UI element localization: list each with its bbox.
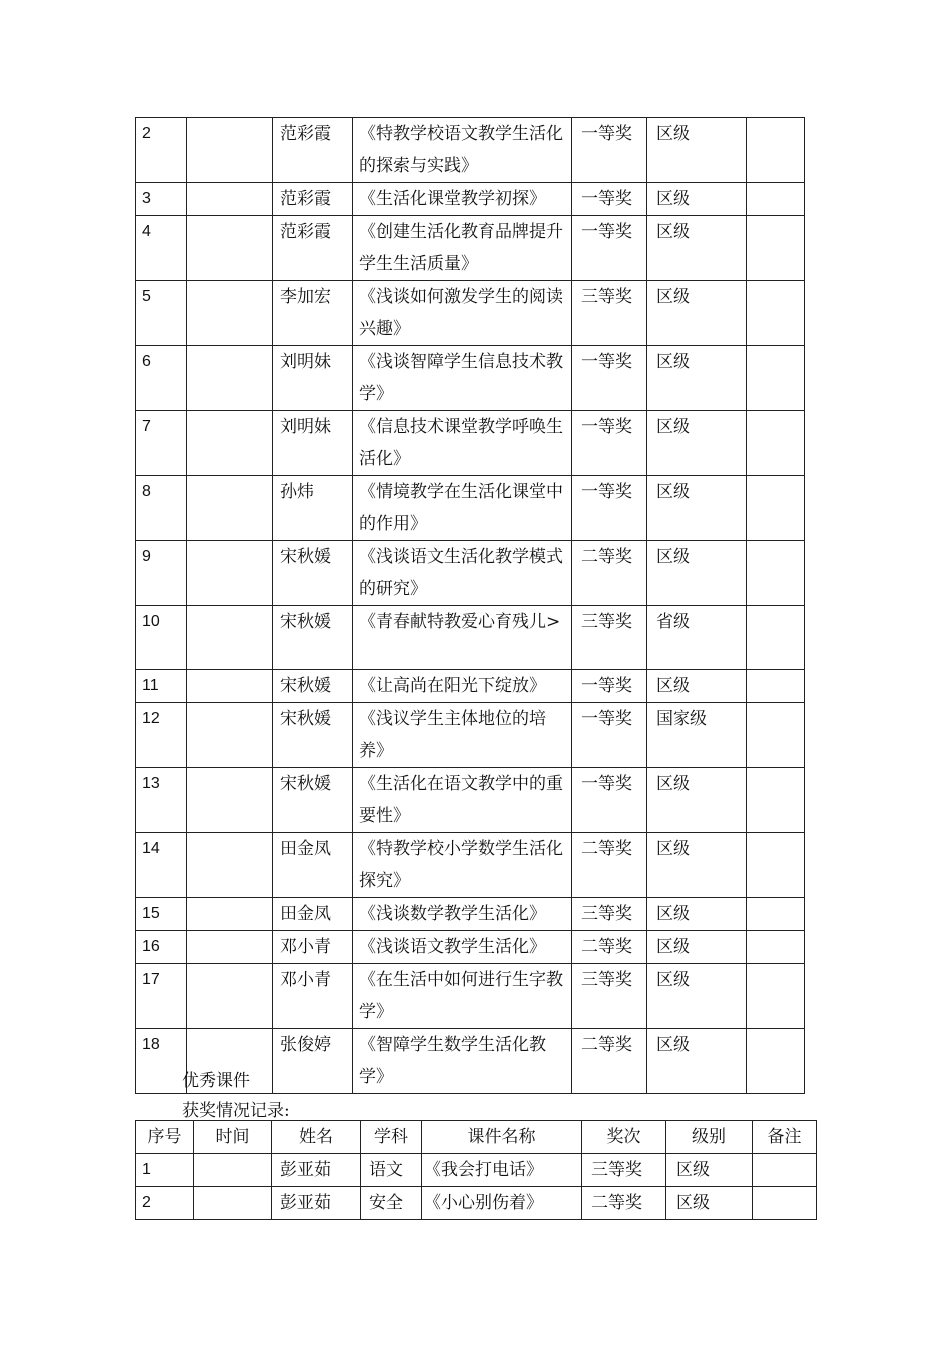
cell-level: 区级	[647, 411, 747, 476]
cell-note	[747, 281, 805, 346]
cell-award: 二等奖	[572, 931, 647, 964]
cell-title: 《让高尚在阳光下绽放》	[353, 670, 572, 703]
cell-name: 彭亚茹	[272, 1187, 361, 1220]
cell-level: 区级	[647, 216, 747, 281]
cell-award: 二等奖	[572, 833, 647, 898]
cell-award: 三等奖	[582, 1154, 666, 1187]
cell-title: 《浅议学生主体地位的培养》	[353, 703, 572, 768]
cell-name: 邓小青	[273, 931, 353, 964]
cell-title: 《浅谈语文教学生活化》	[353, 931, 572, 964]
cell-time	[187, 118, 273, 183]
cell-level: 区级	[647, 346, 747, 411]
cell-time	[194, 1187, 272, 1220]
cell-level: 区级	[666, 1187, 753, 1220]
cell-level: 区级	[647, 476, 747, 541]
cell-note	[747, 703, 805, 768]
cell-award: 三等奖	[572, 281, 647, 346]
cell-note	[747, 898, 805, 931]
cell-note	[747, 216, 805, 281]
cell-title: 《特教学校小学数学生活化探究》	[353, 833, 572, 898]
cell-level: 区级	[647, 1029, 747, 1094]
cell-name: 李加宏	[273, 281, 353, 346]
cell-no: 11	[136, 670, 187, 703]
table-row	[136, 1187, 817, 1220]
cell-level: 区级	[647, 183, 747, 216]
cell-time	[187, 411, 273, 476]
cell-note	[753, 1154, 817, 1187]
table-row	[136, 898, 805, 931]
table-row	[136, 118, 805, 183]
awards-table	[135, 117, 805, 1094]
cell-level: 区级	[647, 768, 747, 833]
cell-name: 宋秋媛	[273, 541, 353, 606]
cell-time	[187, 216, 273, 281]
cell-note	[747, 931, 805, 964]
table-row	[136, 703, 805, 768]
cell-award: 三等奖	[572, 898, 647, 931]
cell-no: 12	[136, 703, 187, 768]
table-row	[136, 476, 805, 541]
cell-note	[747, 833, 805, 898]
table-row	[136, 183, 805, 216]
cell-no: 4	[136, 216, 187, 281]
cell-no: 15	[136, 898, 187, 931]
cell-time	[187, 281, 273, 346]
cell-title: 《浅谈智障学生信息技术教学》	[353, 346, 572, 411]
cell-name: 邓小青	[273, 964, 353, 1029]
cell-time	[194, 1154, 272, 1187]
cell-award: 一等奖	[572, 183, 647, 216]
cell-name: 张俊婷	[273, 1029, 353, 1094]
cell-title: 《小心别伤着》	[422, 1187, 582, 1220]
header-award: 奖次	[582, 1121, 666, 1154]
cell-time	[187, 931, 273, 964]
table-row	[136, 670, 805, 703]
table-row	[136, 833, 805, 898]
table-row	[136, 1154, 817, 1187]
cell-time	[187, 346, 273, 411]
cell-time	[187, 541, 273, 606]
table-row	[136, 346, 805, 411]
cell-no: 2	[136, 118, 187, 183]
cell-award: 二等奖	[582, 1187, 666, 1220]
table-row	[136, 931, 805, 964]
cell-no: 3	[136, 183, 187, 216]
cell-name: 范彩霞	[273, 216, 353, 281]
awards-table-body	[136, 118, 805, 1094]
cell-time	[187, 670, 273, 703]
cell-award: 一等奖	[572, 670, 647, 703]
cell-note	[747, 118, 805, 183]
cell-title: 《智障学生数学生活化教学》	[353, 1029, 572, 1094]
cell-award: 一等奖	[572, 346, 647, 411]
cell-note	[747, 670, 805, 703]
cell-subject: 语文	[361, 1154, 422, 1187]
cell-name: 孙炜	[273, 476, 353, 541]
table-row	[136, 964, 805, 1029]
cell-time	[187, 476, 273, 541]
cell-award: 一等奖	[572, 768, 647, 833]
cell-award: 一等奖	[572, 118, 647, 183]
cell-award: 一等奖	[572, 703, 647, 768]
cell-no: 6	[136, 346, 187, 411]
cell-title: 《青春献特教爱心育残儿>	[353, 606, 572, 670]
cell-note	[747, 1029, 805, 1094]
cell-no: 18	[136, 1029, 187, 1094]
cell-award: 二等奖	[572, 1029, 647, 1094]
cell-award: 三等奖	[572, 964, 647, 1029]
courseware-table-body	[136, 1154, 817, 1220]
cell-level: 国家级	[647, 703, 747, 768]
cell-level: 区级	[647, 281, 747, 346]
cell-no: 10	[136, 606, 187, 670]
cell-level: 区级	[647, 964, 747, 1029]
cell-title: 《特教学校语文教学生活化的探索与实践》	[353, 118, 572, 183]
cell-title: 《生活化课堂教学初探》	[353, 183, 572, 216]
cell-name: 范彩霞	[273, 183, 353, 216]
cell-level: 区级	[647, 118, 747, 183]
cell-level: 区级	[666, 1154, 753, 1187]
cell-note	[747, 476, 805, 541]
table-header-row	[136, 1121, 817, 1154]
cell-title: 《生活化在语文教学中的重要性》	[353, 768, 572, 833]
cell-award: 一等奖	[572, 216, 647, 281]
table-row	[136, 606, 805, 670]
section-subheading: 获奖情况记录:	[182, 1101, 290, 1121]
cell-title: 《信息技术课堂教学呼唤生活化》	[353, 411, 572, 476]
cell-title: 《浅谈数学教学生活化》	[353, 898, 572, 931]
cell-level: 区级	[647, 670, 747, 703]
cell-name: 宋秋媛	[273, 670, 353, 703]
cell-award: 一等奖	[572, 476, 647, 541]
cell-name: 宋秋媛	[273, 703, 353, 768]
cell-title: 《我会打电话》	[422, 1154, 582, 1187]
section-heading: 优秀课件	[182, 1071, 250, 1091]
cell-award: 一等奖	[572, 411, 647, 476]
cell-title: 《创建生活化教育品牌提升学生生活质量》	[353, 216, 572, 281]
cell-name: 田金凤	[273, 898, 353, 931]
cell-level: 省级	[647, 606, 747, 670]
courseware-table	[135, 1120, 817, 1220]
cell-award: 二等奖	[572, 541, 647, 606]
cell-name: 田金凤	[273, 833, 353, 898]
cell-time	[187, 768, 273, 833]
cell-title: 《在生活中如何进行生字教学》	[353, 964, 572, 1029]
header-time: 时间	[194, 1121, 272, 1154]
header-no: 序号	[136, 1121, 194, 1154]
table-row	[136, 281, 805, 346]
cell-award: 三等奖	[572, 606, 647, 670]
cell-title: 《浅谈如何激发学生的阅读兴趣》	[353, 281, 572, 346]
cell-time	[187, 183, 273, 216]
cell-title: 《浅谈语文生活化教学模式的研究》	[353, 541, 572, 606]
cell-note	[747, 606, 805, 670]
cell-level: 区级	[647, 931, 747, 964]
cell-no: 5	[136, 281, 187, 346]
table-row	[136, 411, 805, 476]
cell-no: 1	[136, 1154, 194, 1187]
cell-name: 范彩霞	[273, 118, 353, 183]
cell-no: 8	[136, 476, 187, 541]
cell-title: 《情境教学在生活化课堂中的作用》	[353, 476, 572, 541]
cell-note	[747, 964, 805, 1029]
table-row	[136, 216, 805, 281]
cell-no: 14	[136, 833, 187, 898]
cell-level: 区级	[647, 541, 747, 606]
cell-level: 区级	[647, 833, 747, 898]
cell-time	[187, 703, 273, 768]
cell-no: 13	[136, 768, 187, 833]
cell-name: 刘明妹	[273, 411, 353, 476]
cell-name: 彭亚茹	[272, 1154, 361, 1187]
header-subject: 学科	[361, 1121, 422, 1154]
cell-note	[753, 1187, 817, 1220]
cell-note	[747, 183, 805, 216]
cell-note	[747, 768, 805, 833]
cell-no: 16	[136, 931, 187, 964]
cell-time	[187, 833, 273, 898]
table-row	[136, 541, 805, 606]
cell-subject: 安全	[361, 1187, 422, 1220]
cell-time	[187, 606, 273, 670]
cell-note	[747, 346, 805, 411]
cell-name: 宋秋媛	[273, 606, 353, 670]
cell-time	[187, 964, 273, 1029]
header-title: 课件名称	[422, 1121, 582, 1154]
cell-level: 区级	[647, 898, 747, 931]
header-name: 姓名	[272, 1121, 361, 1154]
cell-name: 宋秋媛	[273, 768, 353, 833]
cell-name: 刘明妹	[273, 346, 353, 411]
cell-no: 17	[136, 964, 187, 1029]
cell-no: 9	[136, 541, 187, 606]
header-level: 级别	[666, 1121, 753, 1154]
cell-no: 7	[136, 411, 187, 476]
header-note: 备注	[753, 1121, 817, 1154]
cell-note	[747, 411, 805, 476]
table-row	[136, 768, 805, 833]
cell-no: 2	[136, 1187, 194, 1220]
cell-time	[187, 898, 273, 931]
cell-note	[747, 541, 805, 606]
